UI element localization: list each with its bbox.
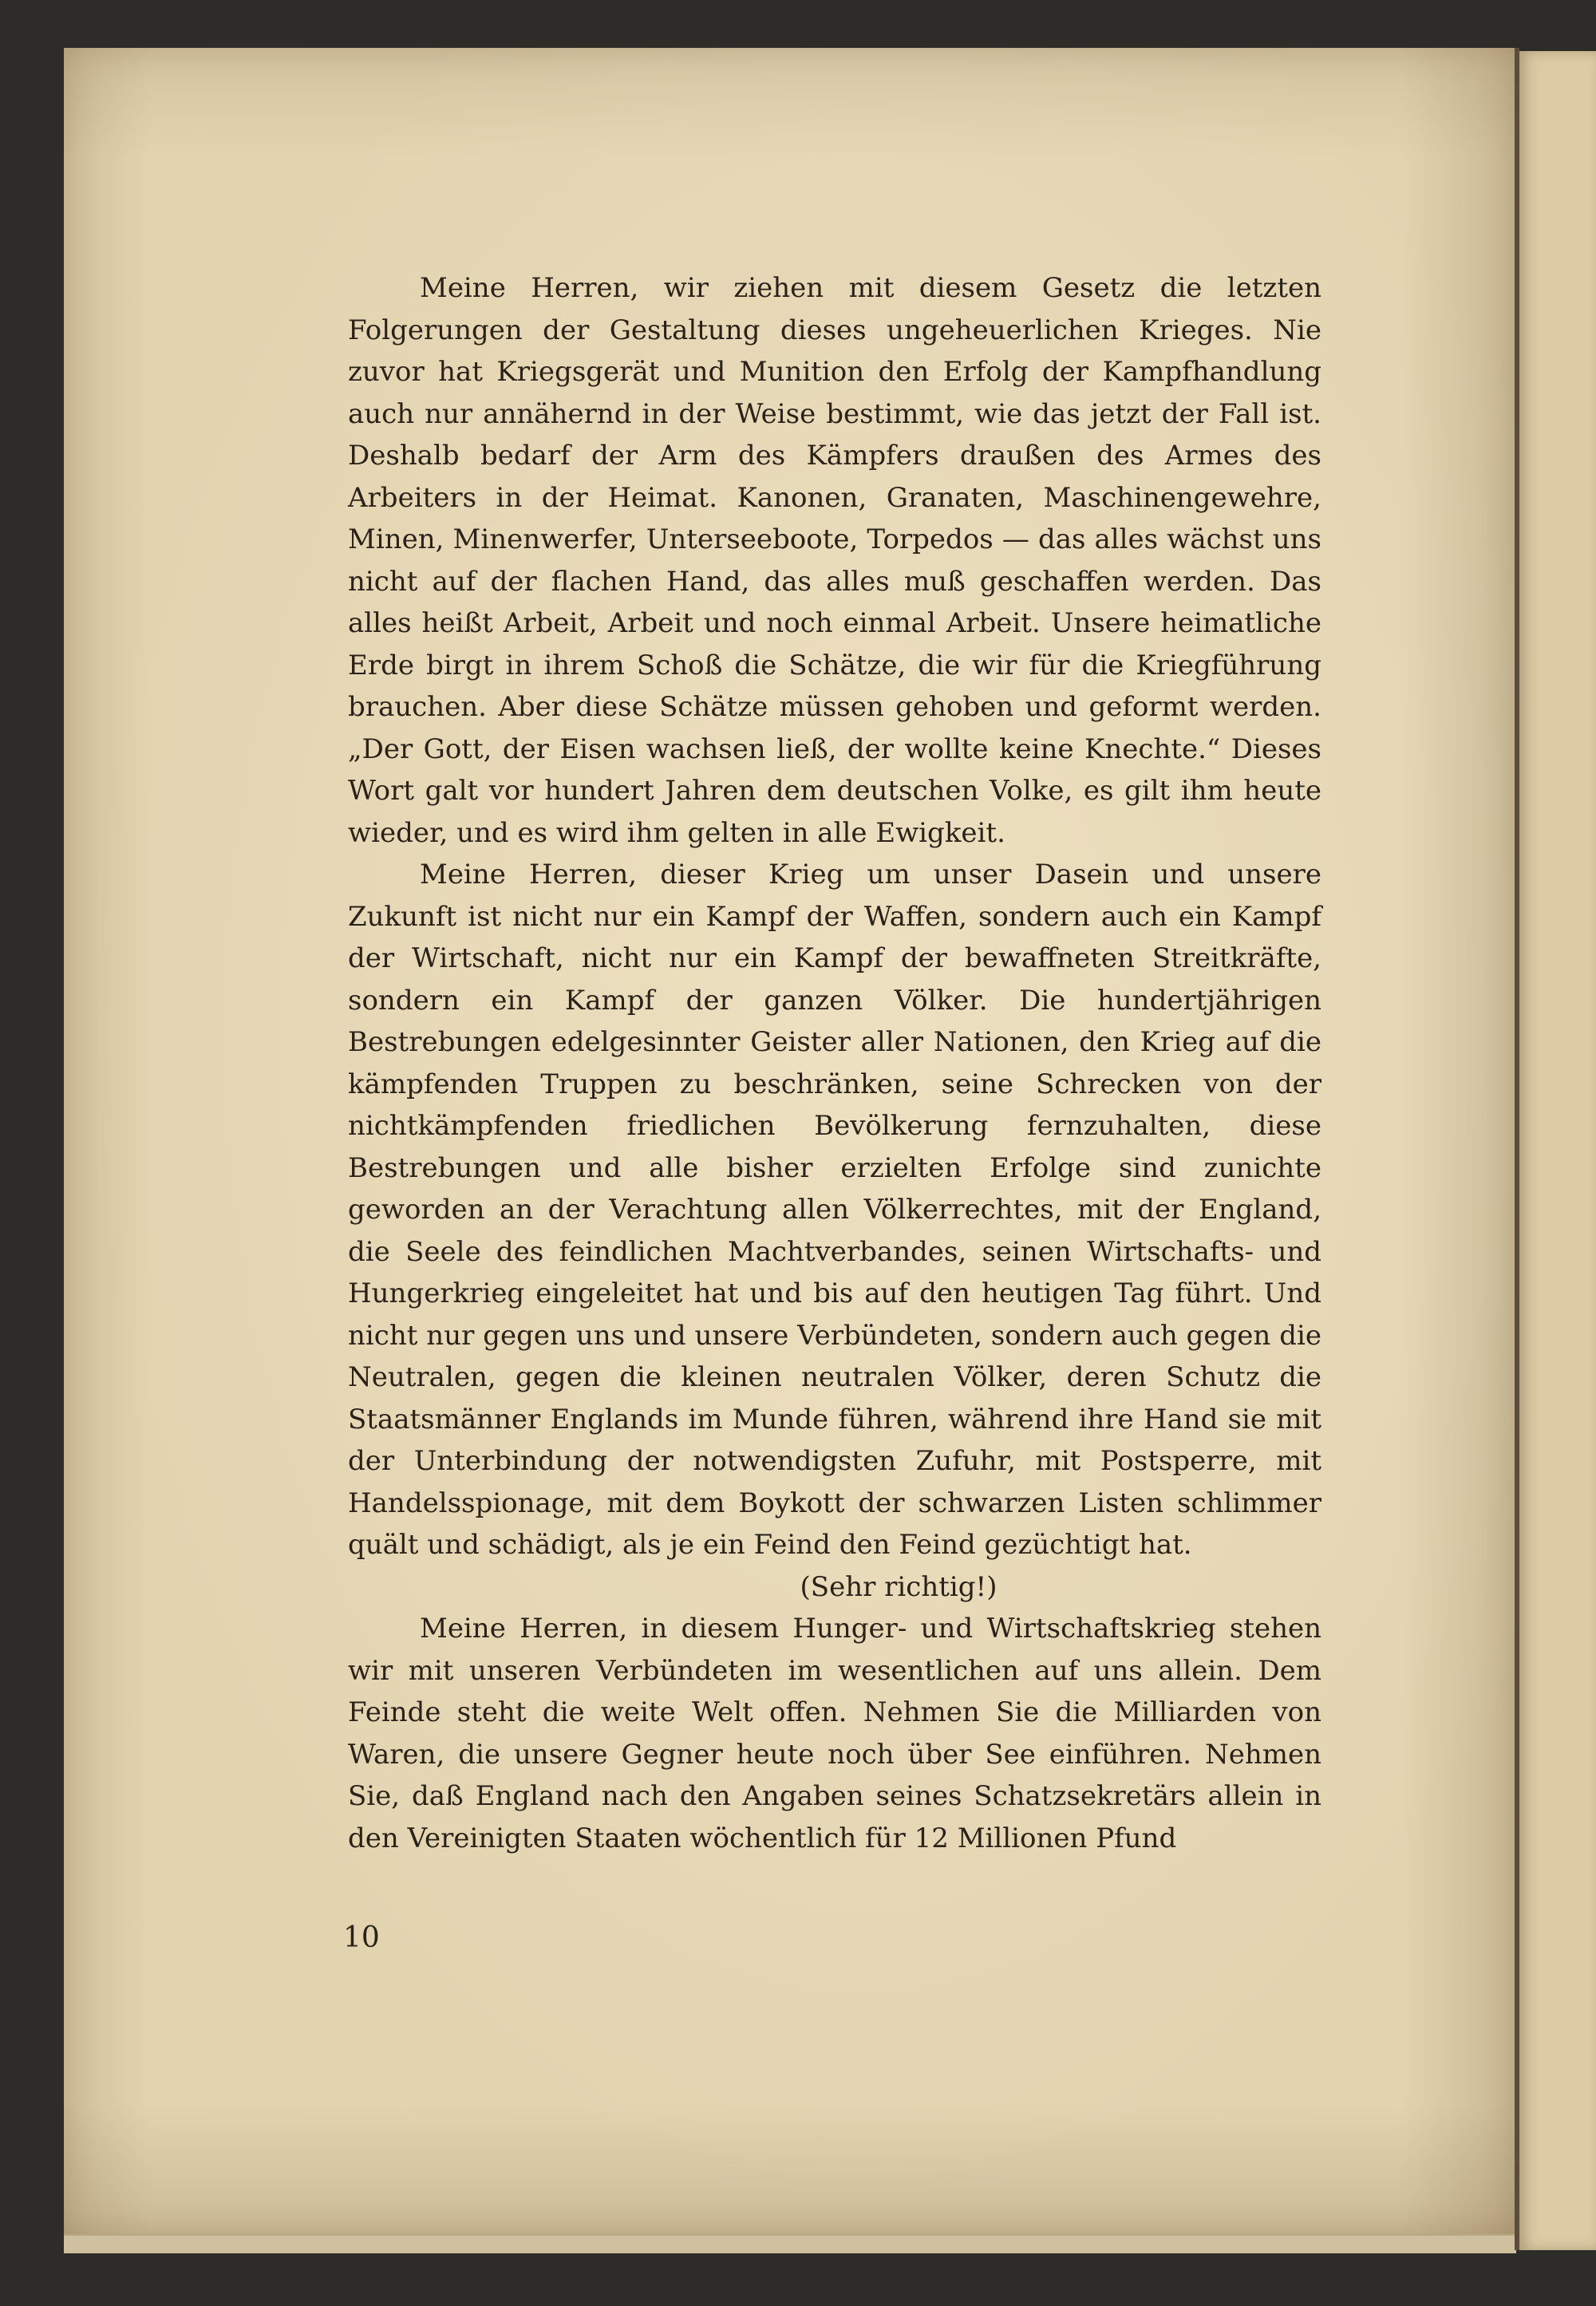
page-number: 10 [343, 1921, 380, 1954]
paragraph-2: Meine Herren, dieser Krieg um unser Dasein und unsere Zukunft ist nicht nur ein Kampf der Waffen, sondern auch ein Kampf der Wirtschaft, nicht nur ein Kampf der bewaffneten Streitkräfte, sondern ein Kampf der ganzen Völker. Die hundertjährigen Bestrebungen edelgesinnter Geister aller Nationen, den Krieg auf die kämpfenden Truppen zu beschränken, seine Schrecken von der nichtkämpfenden friedlichen Bevölkerung fernzuhalten, diese Bestrebungen und alle bisher erzielten Erfolge sind zunichte geworden an der Verachtung allen Völkerrechtes, mit der England, die Seele des feindlichen Machtverbandes, seinen Wirtschafts- und Hungerkrieg eingeleitet hat und bis auf den heutigen Tag führt. Und nicht nur gegen uns und unsere Verbündeten, sondern auch gegen die Neutralen, gegen die kleinen neutralen Völker, deren Schutz die Staatsmänner Englands im Munde führen, während ihre Hand sie mit der Unterbindung der notwendigsten Zufuhr, mit Postsperre, mit Handelsspionage, mit dem Boykott der schwarzen Listen schlimmer quält und schädigt, als je ein Feind den Feind gezüchtigt hat. [348, 859, 1321, 1561]
interjection: (Sehr richtig!) [800, 1570, 998, 1603]
body-text [348, 267, 1321, 1859]
paragraph-3: Meine Herren, in diesem Hunger- und Wirtschaftskrieg stehen wir mit unseren Verbündeten im wesentlichen auf uns allein. Dem Feinde steht die weite Welt offen. Nehmen Sie die Milliarden von Waren, die unsere Gegner heute noch über See einführen. Nehmen Sie, daß England nach den Angaben seines Schatzsekretärs allein in den Vereinigten Staaten wöchentlich für 12 Millionen Pfund [348, 1613, 1321, 1854]
paragraph-1: Meine Herren, wir ziehen mit diesem Gesetz die letzten Folgerungen der Gestaltung dieses ungeheuerlichen Krieges. Nie zuvor hat Kriegsgerät und Munition den Erfolg der Kampfhandlung auch nur annähernd in der Weise bestimmt, wie das jetzt der Fall ist. Deshalb bedarf der Arm des Kämpfers draußen des Armes des Arbeiters in der Heimat. Kanonen, Granaten, Maschinengewehre, Minen, Minenwerfer, Unterseeboote, Torpedos — das alles wächst uns nicht auf der flachen Hand, das alles muß geschaffen werden. Das alles heißt Arbeit, Arbeit und noch einmal Arbeit. Unsere heimatliche Erde birgt in ihrem Schoß die Schätze, die wir für die Kriegführung brauchen. Aber diese Schätze müssen gehoben und geformt werden. „Der Gott, der Eisen wachsen ließ, der wollte keine Knechte.“ Dieses Wort galt vor hundert Jahren dem deutschen Volke, es gilt ihm heute wieder, und es wird ihm gelten in alle Ewigkeit. [348, 272, 1321, 849]
page-edge [64, 2234, 1516, 2253]
facing-page-edge [1519, 51, 1596, 2250]
